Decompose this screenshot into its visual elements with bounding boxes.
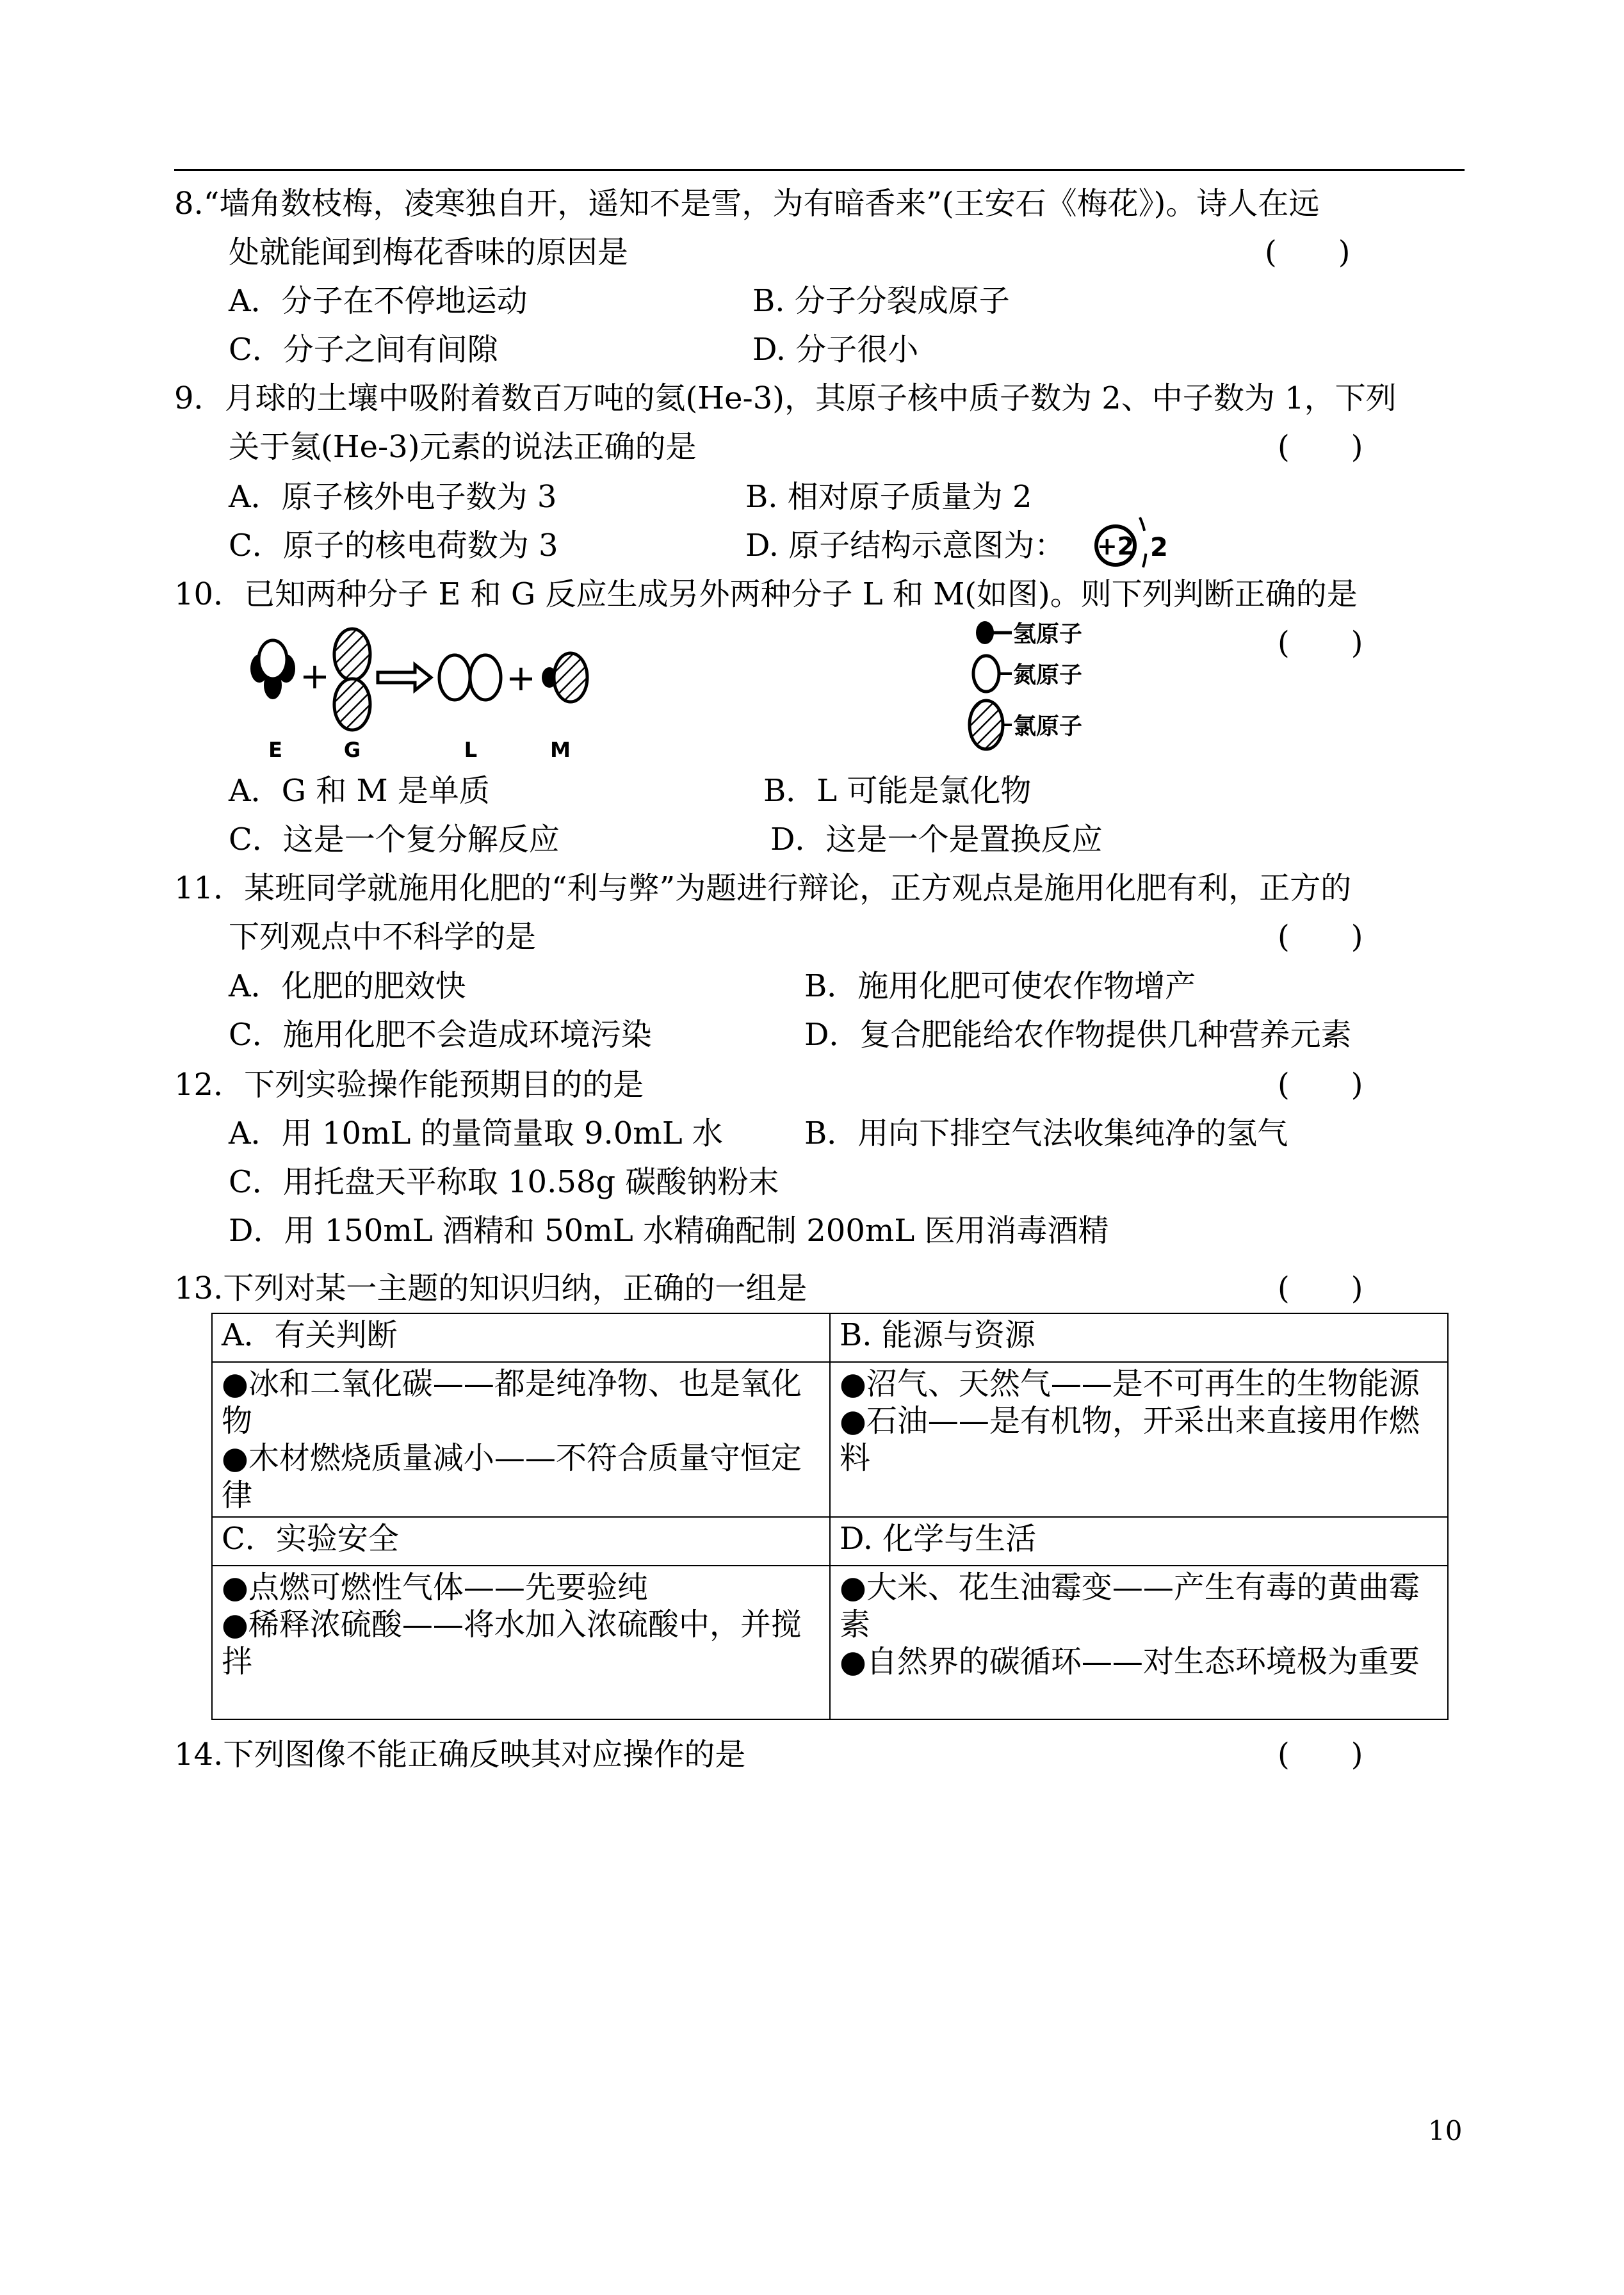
q8-option-c: C．分子之间有间隙	[229, 332, 498, 368]
q10-option-d: D．这是一个是置换反应	[770, 822, 1103, 857]
legend	[970, 621, 1082, 749]
q11-option-b: B．施用化肥可使农作物增产	[804, 968, 1196, 1004]
molecule-l	[439, 655, 501, 700]
q10-option-b: B．L 可能是氯化物	[763, 773, 1032, 809]
label-g: G	[343, 738, 361, 762]
q14-stem: 14.下列图像不能正确反映其对应操作的是	[174, 1737, 746, 1772]
knowledge-table	[211, 1313, 1449, 1720]
q11-stem: 11．某班同学就施用化肥的“利与弊”为题进行辩论，正方观点是施用化肥有利，正方的	[174, 870, 1352, 906]
q8-option-b: B. 分子分裂成原子	[752, 283, 1010, 319]
cell-b-item-1: ●沼气、天然气——是不可再生的生物能源	[840, 1366, 1420, 1402]
q9-stem: 9．月球的土壤中吸附着数百万吨的氦(He-3)，其原子核中质子数为 2、中子数为 1，下列	[174, 380, 1397, 416]
legend-nitrogen: 氮原子	[1013, 662, 1083, 688]
q8-stem: 8.“墙角数枝梅，凌寒独自开，遥知不是雪，为有暗香来”(王安石《梅花》)。诗人在远	[174, 186, 1320, 222]
cell-d-item-1: ●大米、花生油霉变——产生有毒的黄曲霉素	[840, 1569, 1420, 1642]
nucleus-charge: +2	[1096, 532, 1135, 560]
molecule-e	[250, 640, 295, 699]
q12-option-d: D．用 150mL 酒精和 50mL 水精确配制 200mL 医用消毒酒精	[229, 1213, 1109, 1249]
q9-stem-2: 关于氦(He-3)元素的说法正确的是	[229, 429, 697, 465]
cell-b-head: B. 能源与资源	[830, 1313, 1448, 1362]
q12-answer-blank[interactable]: ( )	[1278, 1067, 1363, 1103]
cell-a-head: A．有关判断	[212, 1313, 830, 1362]
q8-stem-2: 处就能闻到梅花香味的原因是	[229, 234, 629, 270]
q9-option-c: C．原子的核电荷数为 3	[229, 528, 558, 564]
molecule-m	[542, 653, 587, 702]
plus-sign-1: +	[300, 656, 330, 697]
q11-option-d: D．复合肥能给农作物提供几种营养元素	[804, 1017, 1352, 1053]
reaction-arrow-icon	[378, 665, 431, 690]
legend-hydrogen: 氢原子	[1013, 621, 1083, 647]
cell-a-item-2: ●木材燃烧质量减小——不符合质量守恒定律	[222, 1440, 802, 1513]
q10-answer-blank[interactable]: ( )	[1278, 625, 1363, 661]
q11-stem-2: 下列观点中不科学的是	[229, 919, 537, 955]
label-m: M	[550, 738, 571, 762]
cell-b-content	[830, 1362, 1448, 1517]
q9-answer-blank[interactable]: ( )	[1278, 429, 1363, 465]
q10-stem: 10．已知两种分子 E 和 G 反应生成另外两种分子 L 和 M(如图)。则下列判断正确的是	[174, 576, 1358, 612]
cell-d-item-2: ●自然界的碳循环——对生态环境极为重要	[840, 1644, 1420, 1680]
molecule-g	[334, 629, 370, 730]
q12-stem: 12．下列实验操作能预期目的的是	[174, 1067, 644, 1103]
cell-c-item-2: ●稀释浓硫酸——将水加入浓硫酸中，并搅拌	[222, 1607, 802, 1680]
cell-d-content	[830, 1566, 1448, 1719]
cell-d-head: D. 化学与生活	[830, 1517, 1448, 1566]
q10-option-a: A．G 和 M 是单质	[229, 773, 490, 809]
q13-stem: 13.下列对某一主题的知识归纳，正确的一组是	[174, 1270, 808, 1306]
q9-option-a: A．原子核外电子数为 3	[229, 479, 557, 515]
page-number: 10	[1428, 2115, 1463, 2146]
cell-c-item-1: ●点燃可燃性气体——先要验纯	[222, 1569, 648, 1605]
q12-option-b: B．用向下排空气法收集纯净的氢气	[804, 1115, 1288, 1151]
plus-sign-2: +	[506, 658, 536, 699]
q13-answer-blank[interactable]: ( )	[1278, 1270, 1363, 1306]
header-rule	[174, 169, 1465, 171]
q11-option-c: C．施用化肥不会造成环境污染	[229, 1017, 652, 1053]
cell-a-item-1: ●冰和二氧化碳——都是纯净物、也是氧化物	[222, 1366, 802, 1439]
reaction-diagram	[243, 615, 1140, 775]
q8-answer-blank[interactable]: ( )	[1265, 234, 1351, 270]
shell-electrons: 2	[1150, 533, 1168, 562]
q8-option-a: A．分子在不停地运动	[229, 283, 528, 319]
cell-b-item-2: ●石油——是有机物，开采出来直接用作燃料	[840, 1403, 1420, 1476]
q10-option-c: C．这是一个复分解反应	[229, 822, 560, 857]
q11-option-a: A．化肥的肥效快	[229, 968, 466, 1004]
cell-c-content	[212, 1566, 830, 1719]
q12-option-c: C．用托盘天平称取 10.58g 碳酸钠粉末	[229, 1164, 779, 1200]
cell-a-content	[212, 1362, 830, 1517]
q14-answer-blank[interactable]: ( )	[1278, 1737, 1363, 1772]
q8-option-d: D. 分子很小	[752, 332, 919, 368]
label-e: E	[268, 738, 282, 762]
q12-option-a: A．用 10mL 的量筒量取 9.0mL 水	[229, 1115, 723, 1151]
q11-answer-blank[interactable]: ( )	[1278, 919, 1363, 955]
cell-c-head: C．实验安全	[212, 1517, 830, 1566]
label-l: L	[464, 738, 478, 762]
q9-option-d: D. 原子结构示意图为：	[745, 528, 1066, 564]
legend-chlorine: 氯原子	[1013, 713, 1083, 740]
q9-option-b: B. 相对原子质量为 2	[745, 479, 1032, 515]
atom-structure-diagram	[1089, 512, 1172, 583]
